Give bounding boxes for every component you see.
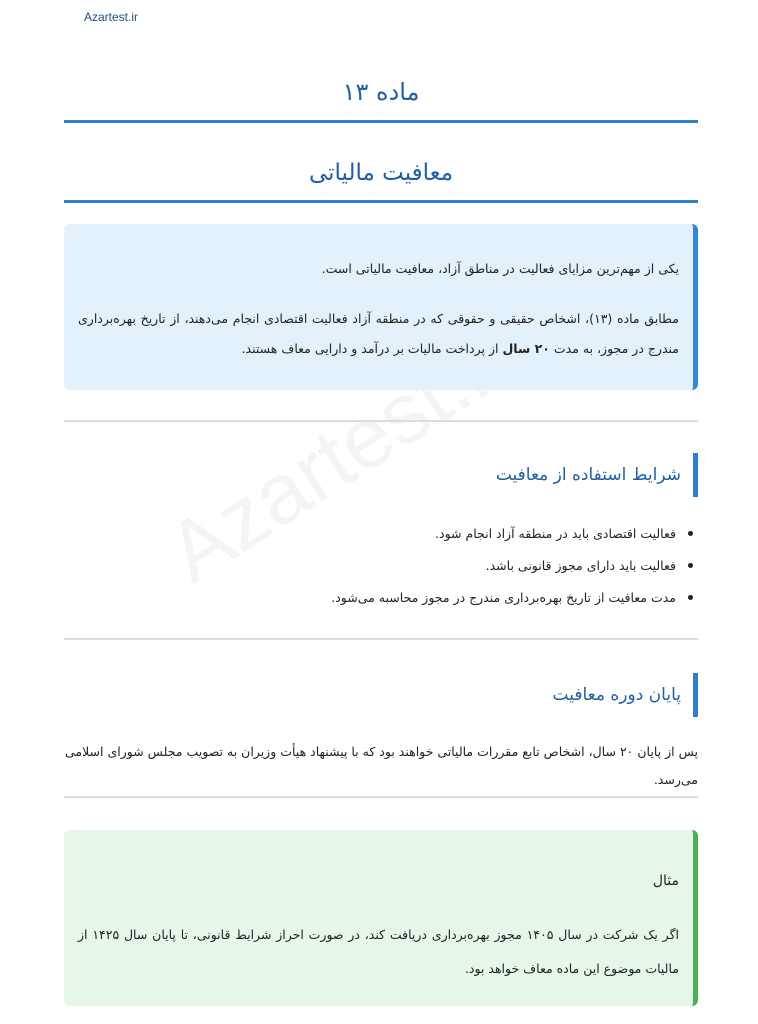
end-period-heading: پایان دوره معافیت (64, 673, 698, 717)
title-divider (64, 120, 698, 123)
conditions-list (64, 518, 698, 614)
list-item: فعالیت اقتصادی باید در منطقه آزاد انجام شود. (64, 518, 676, 550)
section-divider (64, 420, 698, 422)
intro-text-before: مطابق ماده (۱۳)، اشخاص حقیقی و حقوقی که در منطقه آزاد فعالیت اقتصادی انجام می‌دهند، از تاریخ بهره‌برداری مندرج در مجوز، به مدت (78, 311, 680, 356)
list-item: فعالیت باید دارای مجوز قانونی باشد. (64, 550, 676, 582)
conditions-heading: شرایط استفاده از معافیت (64, 453, 698, 497)
subtitle-divider (64, 200, 698, 203)
intro-paragraph-2 (78, 304, 679, 364)
site-brand-link[interactable]: Azartest.ir (84, 10, 139, 24)
article-title: معافیت مالیاتی (308, 160, 454, 186)
section-divider (64, 796, 698, 798)
article-number: ماده ۱۳ (342, 78, 420, 106)
end-period-text: پس از پایان ۲۰ سال، اشخاص تابع مقررات مالیاتی خواهند بود که با پیشنهاد هیأت وزیران به تصویب مجلس شورای اسلامی می‌رسد. (64, 744, 698, 787)
intro-paragraph-1: یکی از مهم‌ترین مزایای فعالیت در مناطق آزاد، معافیت مالیاتی است. (321, 261, 679, 276)
intro-highlight: ۲۰ سال (502, 341, 550, 356)
section-divider (64, 638, 698, 640)
example-title: مثال (652, 873, 679, 889)
intro-text-after: از پرداخت مالیات بر درآمد و دارایی معاف هستند. (241, 341, 503, 356)
list-item: مدت معافیت از تاریخ بهره‌برداری مندرج در مجوز محاسبه می‌شود. (64, 582, 676, 614)
example-text: اگر یک شرکت در سال ۱۴۰۵ مجوز بهره‌برداری دریافت کند، در صورت احراز شرایط قانونی، تا پایان سال ۱۴۲۵ از مالیات موضوع این ماده معاف خواهد بود. (78, 927, 679, 976)
intro-box (64, 224, 698, 390)
example-box (64, 830, 698, 1006)
